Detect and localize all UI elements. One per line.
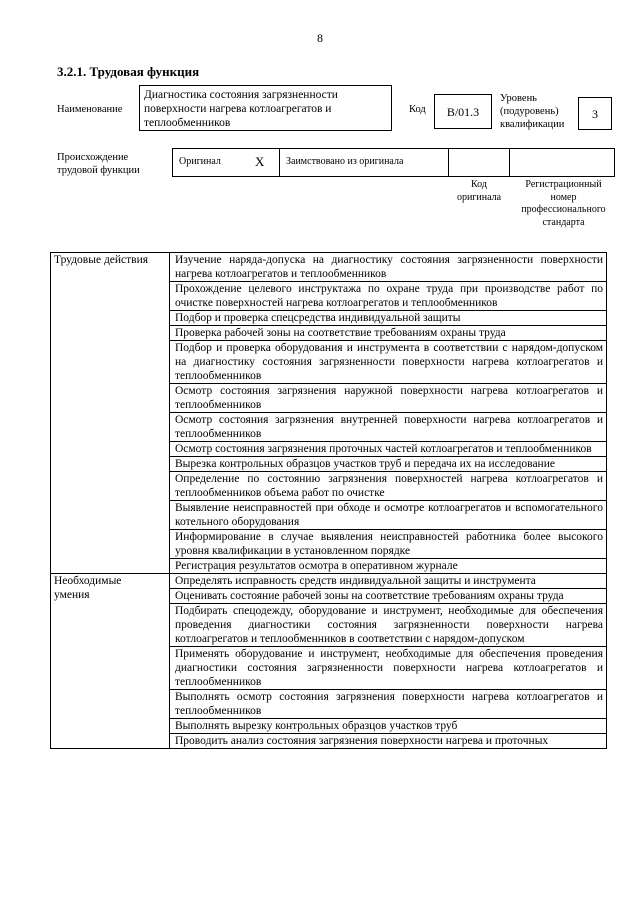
code-value: B/01.3 [446, 105, 480, 119]
page-bottom-margin [0, 834, 640, 905]
name-box [139, 85, 392, 131]
table-cell: Прохождение целевого инструктажа по охране труда при производстве работ по очистке поверхностей нагрева котлоагрегатов и теплообменников [170, 282, 607, 311]
function-name: Диагностика состояния загрязненности поверхности нагрева котлоагрегатов и теплообменников [144, 89, 338, 129]
table-cell: Осмотр состояния загрязнения наружной поверхности нагрева котлоагрегатов и теплообменников [170, 384, 607, 413]
table-cell: Подбирать спецодежду, оборудование и инструмент, необходимые для обеспечения проведения диагностики состояния загрязненности поверхности нагрева котлоагрегатов и теплообменников в соответствии с нарядом-допуском [170, 604, 607, 647]
table-cell: Подбор и проверка спецсредства индивидуальной защиты [170, 311, 607, 326]
section-heading: 3.2.1. Трудовая функция [57, 64, 200, 79]
origin-label: Происхождение трудовой функции [57, 152, 140, 176]
page-number: 8 [317, 31, 323, 45]
code-label: Код [409, 104, 426, 115]
labor-actions-label: Трудовые действия [51, 253, 170, 574]
table-cell: Изучение наряда-допуска на диагностику состояния загрязненности поверхности нагрева котлоагрегатов и теплообменников [170, 253, 607, 282]
table-cell: Выявление неисправностей при обходе и осмотре котлоагрегатов и вспомогательного котельного оборудования [170, 501, 607, 530]
table-cell: Проверка рабочей зоны на соответствие требованиям охраны труда [170, 326, 607, 341]
qualification-level-label: Уровень (подуровень) квалификации [500, 93, 565, 130]
code-original-label: Код оригинала [456, 179, 502, 203]
table-cell: Выполнять осмотр состояния загрязнения поверхности нагрева котлоагрегатов и теплообменников [170, 690, 607, 719]
original-mark: X [255, 154, 265, 169]
table-cell: Применять оборудование и инструмент, необходимые для обеспечения проведения диагностики состояния загрязненности поверхности нагрева котлоагрегатов и теплообменников [170, 647, 607, 690]
table-cell: Определять исправность средств индивидуальной защиты и инструмента [170, 574, 607, 589]
skills-label: Необходимые умения [51, 574, 170, 749]
table-cell: Проводить анализ состояния загрязнения поверхности нагрева и проточных [170, 734, 607, 749]
code-box [434, 94, 492, 129]
labor-function-table [50, 252, 607, 749]
table-cell: Информирование в случае выявления неисправностей работника более высокого уровня квалификации в установленном порядке [170, 530, 607, 559]
original-label: Оригинал [179, 156, 221, 167]
name-label: Наименование [57, 104, 123, 115]
table-cell: Подбор и проверка оборудования и инструмента в соответствии с нарядом-допуском на диагностику состояния загрязненности поверхности нагрева котлоагрегатов и теплообменников [170, 341, 607, 384]
table-cell: Определение по состоянию загрязнения поверхностей нагрева котлоагрегатов и теплообменников объема работ по очистке [170, 472, 607, 501]
origin-table [172, 148, 615, 177]
table-cell: Вырезка контрольных образцов участков труб и передача их на исследование [170, 457, 607, 472]
table-cell: Выполнять вырезку контрольных образцов участков труб [170, 719, 607, 734]
level-value: 3 [592, 107, 598, 121]
table-cell: Осмотр состояния загрязнения проточных частей котлоагрегатов и теплообменников [170, 442, 607, 457]
reg-number-label: Регистрационный номер профессионального стандарта [521, 179, 606, 228]
borrowed-label: Заимствовано из оригинала [286, 156, 404, 167]
table-cell: Оценивать состояние рабочей зоны на соответствие требованиям охраны труда [170, 589, 607, 604]
level-box [578, 97, 612, 130]
table-cell: Регистрация результатов осмотра в оперативном журнале [170, 559, 607, 574]
table-cell: Осмотр состояния загрязнения внутренней поверхности нагрева котлоагрегатов и теплообменников [170, 413, 607, 442]
table-row [51, 253, 607, 282]
table-row [51, 574, 607, 589]
